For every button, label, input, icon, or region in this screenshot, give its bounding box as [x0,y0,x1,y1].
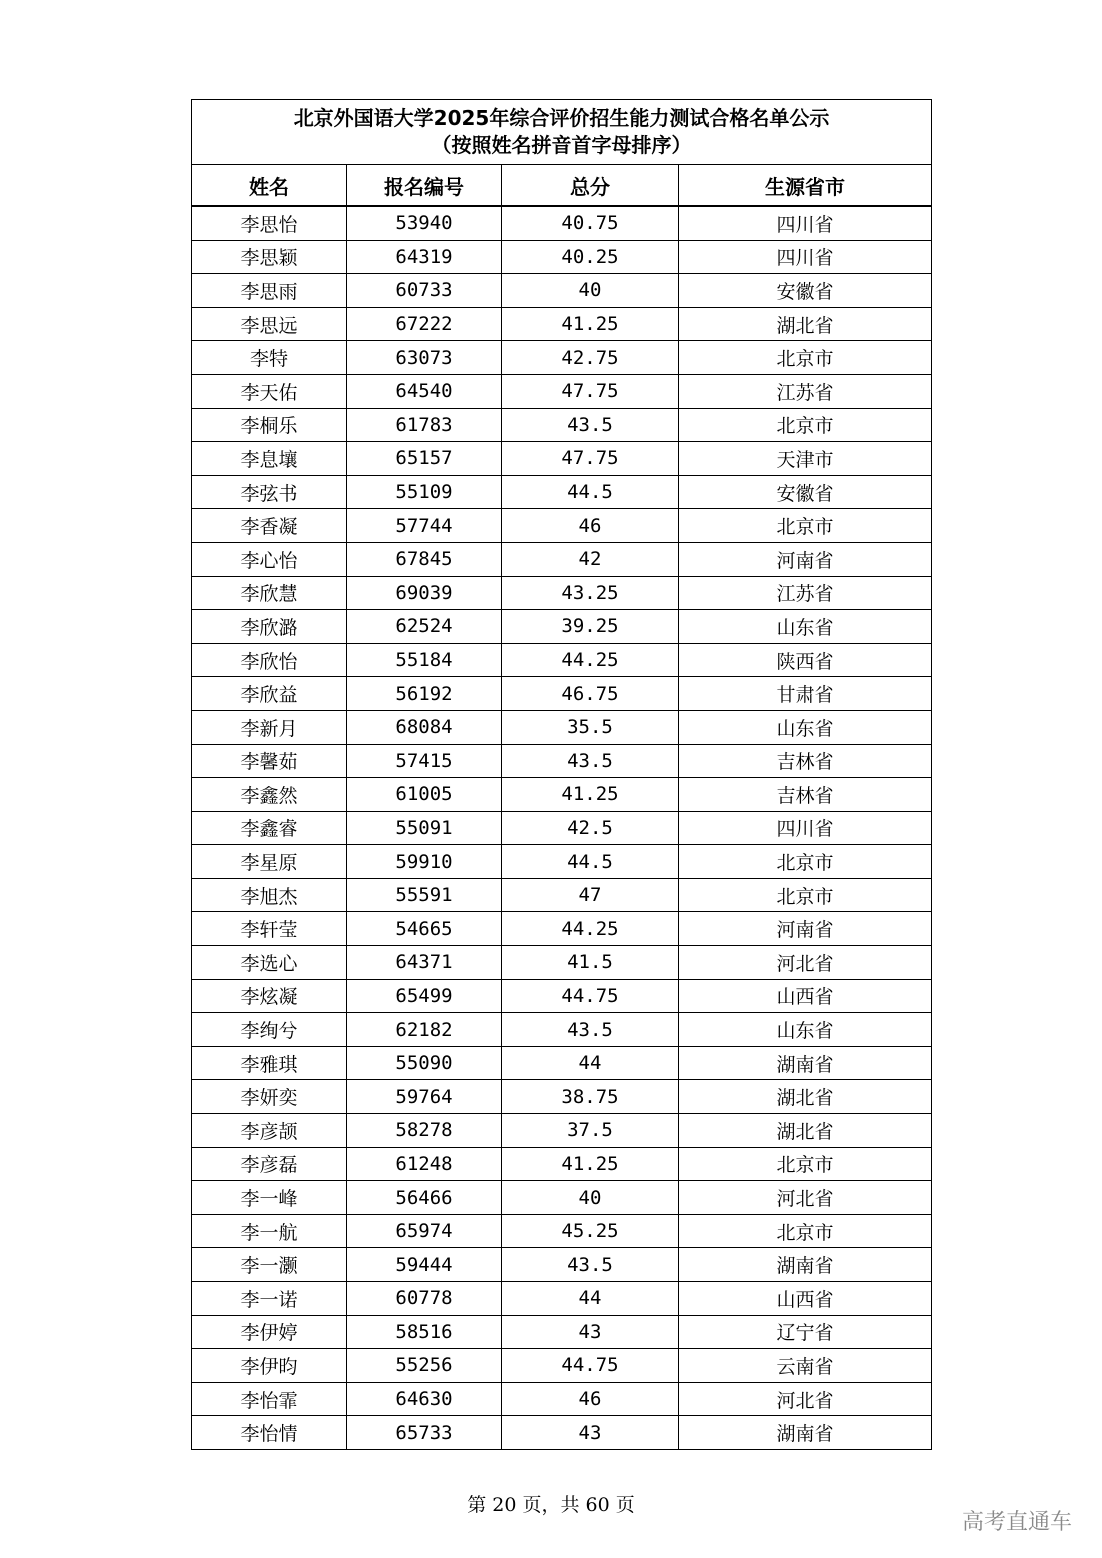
cell-province: 湖南省 [679,1416,932,1450]
table-row [192,778,932,812]
cell-province: 吉林省 [679,778,932,812]
cell-total-score: 44.5 [502,475,679,509]
cell-province: 湖南省 [679,1248,932,1282]
cell-total-score: 44.25 [502,912,679,946]
cell-name: 李香凝 [192,509,347,543]
table-row [192,1046,932,1080]
cell-province: 安徽省 [679,475,932,509]
cell-registration-id: 59444 [347,1248,502,1282]
cell-total-score: 44.75 [502,979,679,1013]
cell-registration-id: 55256 [347,1349,502,1383]
cell-total-score: 38.75 [502,1080,679,1114]
header-row [192,165,932,207]
table-row [192,1248,932,1282]
table-row [192,1147,932,1181]
cell-registration-id: 55109 [347,475,502,509]
table-row [192,979,932,1013]
cell-name: 李怡霏 [192,1382,347,1416]
cell-name: 李一航 [192,1214,347,1248]
cell-name: 李怡情 [192,1416,347,1450]
cell-name: 李炫凝 [192,979,347,1013]
cell-total-score: 46 [502,509,679,543]
cell-name: 李欣慧 [192,576,347,610]
cell-province: 湖北省 [679,1080,932,1114]
cell-registration-id: 61248 [347,1147,502,1181]
cell-total-score: 41.25 [502,307,679,341]
cell-registration-id: 59764 [347,1080,502,1114]
cell-registration-id: 67845 [347,542,502,576]
table-row [192,475,932,509]
table-row [192,643,932,677]
cell-name: 李欣怡 [192,643,347,677]
cell-province: 湖南省 [679,1046,932,1080]
cell-name: 李鑫睿 [192,811,347,845]
cell-total-score: 41.25 [502,1147,679,1181]
cell-province: 四川省 [679,206,932,240]
cell-province: 河北省 [679,1382,932,1416]
cell-province: 辽宁省 [679,1315,932,1349]
cell-name: 李雅琪 [192,1046,347,1080]
table-row [192,912,932,946]
cell-total-score: 41.5 [502,946,679,980]
cell-registration-id: 61783 [347,408,502,442]
cell-registration-id: 68084 [347,710,502,744]
cell-registration-id: 64630 [347,1382,502,1416]
cell-name: 李思怡 [192,206,347,240]
cell-total-score: 37.5 [502,1114,679,1148]
cell-province: 天津市 [679,442,932,476]
cell-registration-id: 55591 [347,878,502,912]
cell-name: 李思远 [192,307,347,341]
cell-name: 李弦书 [192,475,347,509]
header-total-score: 总分 [502,165,679,207]
cell-total-score: 45.25 [502,1214,679,1248]
title-row [192,100,932,165]
cell-total-score: 46 [502,1382,679,1416]
cell-name: 李妍奕 [192,1080,347,1114]
cell-total-score: 46.75 [502,677,679,711]
cell-registration-id: 59910 [347,845,502,879]
cell-registration-id: 65499 [347,979,502,1013]
cell-name: 李伊婷 [192,1315,347,1349]
cell-name: 李思颖 [192,240,347,274]
table-row [192,811,932,845]
title-line-2: （按照姓名拼音首字母排序） [431,133,692,157]
cell-total-score: 41.25 [502,778,679,812]
cell-name: 李彦磊 [192,1147,347,1181]
cell-total-score: 43.25 [502,576,679,610]
cell-name: 李息壤 [192,442,347,476]
cell-province: 河北省 [679,946,932,980]
table-row [192,878,932,912]
cell-province: 北京市 [679,509,932,543]
table-title [192,100,932,165]
cell-registration-id: 65974 [347,1214,502,1248]
table-row [192,610,932,644]
cell-province: 山东省 [679,710,932,744]
cell-name: 李欣潞 [192,610,347,644]
cell-total-score: 47 [502,878,679,912]
cell-registration-id: 56466 [347,1181,502,1215]
table-row [192,710,932,744]
table-row [192,1315,932,1349]
cell-registration-id: 62182 [347,1013,502,1047]
cell-total-score: 39.25 [502,610,679,644]
cell-province: 四川省 [679,240,932,274]
cell-province: 甘肃省 [679,677,932,711]
cell-registration-id: 56192 [347,677,502,711]
cell-name: 李特 [192,341,347,375]
cell-registration-id: 67222 [347,307,502,341]
cell-province: 山西省 [679,1282,932,1316]
cell-province: 北京市 [679,341,932,375]
cell-total-score: 44.5 [502,845,679,879]
table-row [192,1013,932,1047]
table-row [192,744,932,778]
cell-province: 湖北省 [679,1114,932,1148]
cell-name: 李彦颉 [192,1114,347,1148]
cell-name: 李心怡 [192,542,347,576]
table-row [192,408,932,442]
cell-registration-id: 57744 [347,509,502,543]
cell-total-score: 47.75 [502,374,679,408]
cell-registration-id: 57415 [347,744,502,778]
title-line-1: 北京外国语大学2025年综合评价招生能力测试合格名单公示 [293,106,830,130]
cell-registration-id: 60778 [347,1282,502,1316]
cell-total-score: 40.25 [502,240,679,274]
cell-total-score: 43.5 [502,1248,679,1282]
cell-total-score: 42.75 [502,341,679,375]
cell-name: 李一灏 [192,1248,347,1282]
table-row [192,576,932,610]
table-row [192,1181,932,1215]
table-row [192,1349,932,1383]
table-row [192,442,932,476]
cell-name: 李欣益 [192,677,347,711]
cell-province: 北京市 [679,845,932,879]
cell-province: 四川省 [679,811,932,845]
cell-registration-id: 62524 [347,610,502,644]
watermark: 高考直通车 [961,1510,1072,1535]
cell-name: 李轩莹 [192,912,347,946]
cell-name: 李馨茹 [192,744,347,778]
cell-province: 河南省 [679,912,932,946]
cell-name: 李星原 [192,845,347,879]
cell-registration-id: 63073 [347,341,502,375]
cell-registration-id: 69039 [347,576,502,610]
cell-registration-id: 60733 [347,274,502,308]
table-row [192,946,932,980]
cell-total-score: 42 [502,542,679,576]
cell-name: 李新月 [192,710,347,744]
cell-province: 北京市 [679,408,932,442]
qualified-list-table [191,99,932,1450]
cell-name: 李伊昀 [192,1349,347,1383]
cell-total-score: 43.5 [502,408,679,442]
cell-name: 李旭杰 [192,878,347,912]
table-row [192,1214,932,1248]
cell-registration-id: 64319 [347,240,502,274]
cell-registration-id: 61005 [347,778,502,812]
cell-total-score: 35.5 [502,710,679,744]
header-registration-id: 报名编号 [347,165,502,207]
header-name: 姓名 [192,165,347,207]
cell-province: 云南省 [679,1349,932,1383]
cell-province: 北京市 [679,1214,932,1248]
cell-province: 吉林省 [679,744,932,778]
cell-total-score: 44.75 [502,1349,679,1383]
table-row [192,1416,932,1450]
cell-registration-id: 64540 [347,374,502,408]
cell-name: 李思雨 [192,274,347,308]
cell-province: 陕西省 [679,643,932,677]
cell-province: 河北省 [679,1181,932,1215]
cell-name: 李桐乐 [192,408,347,442]
cell-total-score: 43 [502,1315,679,1349]
table-row [192,1114,932,1148]
cell-total-score: 40 [502,1181,679,1215]
cell-name: 李一诺 [192,1282,347,1316]
cell-province: 江苏省 [679,576,932,610]
table-row [192,206,932,240]
cell-province: 安徽省 [679,274,932,308]
table-row [192,542,932,576]
cell-registration-id: 58516 [347,1315,502,1349]
cell-province: 山西省 [679,979,932,1013]
cell-name: 李鑫然 [192,778,347,812]
table-row [192,274,932,308]
table-row [192,1382,932,1416]
cell-name: 李选心 [192,946,347,980]
cell-province: 江苏省 [679,374,932,408]
header-province: 生源省市 [679,165,932,207]
cell-registration-id: 55090 [347,1046,502,1080]
table-row [192,240,932,274]
table-row [192,1282,932,1316]
cell-total-score: 43.5 [502,744,679,778]
table-row [192,677,932,711]
cell-province: 河南省 [679,542,932,576]
cell-total-score: 43.5 [502,1013,679,1047]
cell-name: 李一峰 [192,1181,347,1215]
cell-name: 李天佑 [192,374,347,408]
cell-province: 山东省 [679,610,932,644]
page-footer: 第 20 页，共 60 页 [467,1494,635,1516]
cell-total-score: 40.75 [502,206,679,240]
cell-total-score: 44 [502,1282,679,1316]
cell-registration-id: 65733 [347,1416,502,1450]
cell-province: 山东省 [679,1013,932,1047]
cell-total-score: 40 [502,274,679,308]
table-row [192,509,932,543]
cell-registration-id: 55091 [347,811,502,845]
cell-total-score: 44.25 [502,643,679,677]
cell-province: 北京市 [679,1147,932,1181]
table-row [192,1080,932,1114]
cell-name: 李绚兮 [192,1013,347,1047]
cell-registration-id: 55184 [347,643,502,677]
table-row [192,845,932,879]
cell-registration-id: 54665 [347,912,502,946]
cell-province: 湖北省 [679,307,932,341]
table-row [192,307,932,341]
table-row [192,341,932,375]
cell-registration-id: 64371 [347,946,502,980]
cell-total-score: 47.75 [502,442,679,476]
cell-registration-id: 65157 [347,442,502,476]
table-row [192,374,932,408]
cell-registration-id: 58278 [347,1114,502,1148]
cell-province: 北京市 [679,878,932,912]
cell-total-score: 42.5 [502,811,679,845]
cell-total-score: 44 [502,1046,679,1080]
cell-registration-id: 53940 [347,206,502,240]
cell-total-score: 43 [502,1416,679,1450]
